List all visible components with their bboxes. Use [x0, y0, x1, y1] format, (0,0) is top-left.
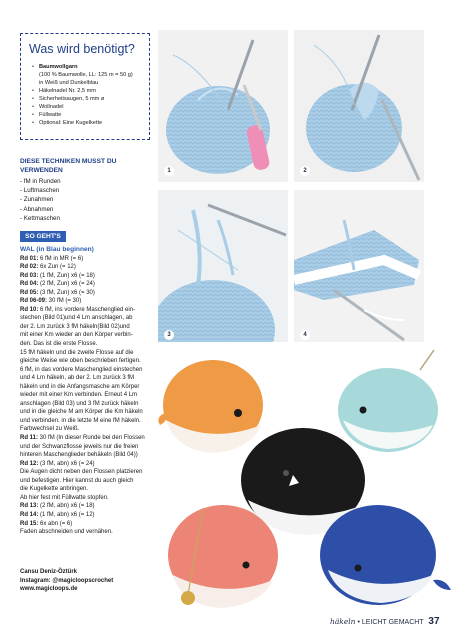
text-line: und der Schwanzflosse jeweils nur die freien — [20, 443, 139, 450]
instagram-handle: Instagram: @magicloopscrochet — [20, 577, 114, 584]
round-row: Rd 15: 6x abn (= 6) — [20, 520, 73, 527]
footer-text: LEICHT GEMACHT — [361, 619, 424, 626]
step-number: 2 — [300, 166, 310, 176]
materials-item: • Baumwollgarn (100 % Baumwolle, LL: 125 m = 50 g) in Weiß und Dunkelblau — [39, 63, 143, 87]
text-line: stechen (Bild 01)und 4 Lm anschlagen, ab — [20, 315, 133, 322]
step-photo-1 — [158, 30, 288, 182]
text-line: den. Das ist die erste Flosse. — [20, 341, 98, 348]
materials-list — [29, 63, 143, 127]
text-line: mit einer Km wieder an den Körper verbin- — [20, 332, 133, 339]
text-line: gleiche Weise wie oben beschrieben fertigen. — [20, 358, 141, 365]
materials-item: • Wollnadel — [39, 103, 143, 111]
footer-separator: • — [357, 619, 360, 626]
round-row: Rd 03: (1 fM, Zun) x6 (= 18) — [20, 272, 95, 279]
step-photo-3 — [158, 190, 288, 342]
round-12: Rd 12: (3 fM, abn) x6 (= 24) — [20, 460, 95, 467]
magazine-brand: häkeln — [330, 617, 356, 626]
text-line: 15 fM häkeln und die zweite Flosse auf die — [20, 349, 134, 356]
text-line: hinteren Maschenglieder behäkeln (Bild 04)) — [20, 452, 138, 459]
step-photo-2 — [294, 30, 424, 182]
step-photo-4 — [294, 190, 424, 342]
round-row: Rd 02: 6x Zun (= 12) — [20, 264, 76, 271]
materials-item: • Häkelnadel Nr. 2,5 mm — [39, 87, 143, 95]
instructions — [20, 246, 152, 537]
round-10: Rd 10: 6 fM, ins vordere Maschenglied ein- — [20, 306, 136, 313]
instructions-banner: SO GEHT'S — [20, 231, 66, 242]
round-row: Rd 14: (1 fM, abn) x6 (= 12) — [20, 511, 95, 518]
text-line: Faden abschneiden und vernähen. — [20, 529, 113, 536]
text-line: und verbinden. in die letzte M eine fM häkeln. — [20, 417, 141, 424]
materials-item: • Sicherheitsaugen, 5 mm ø — [39, 95, 143, 103]
credits — [20, 568, 152, 594]
text-line: häkeln und in die Anfangsmasche am Körper — [20, 383, 140, 390]
text-line: und in die gleiche M am Körper die Km häkeln — [20, 409, 143, 416]
materials-box — [20, 33, 150, 140]
step-number: 4 — [300, 330, 310, 340]
materials-title: Was wird benötigt? — [29, 42, 135, 56]
technique-item: - Luftmaschen — [20, 187, 60, 195]
text-line: und 4 Lm häkeln, ab der 2. Lm zurück 3 fM — [20, 375, 135, 382]
materials-item: • Füllwatte — [39, 111, 143, 119]
techniques-heading: DIESE TECHNIKEN MUSST DU VERWENDEN — [20, 158, 117, 174]
page-number: 37 — [428, 616, 440, 627]
round-row: Rd 01: 6 fM in MR (= 6) — [20, 255, 84, 262]
round-row: Rd 05: (3 fM, Zun) x6 (= 30) — [20, 289, 95, 296]
text-line: anschlagen (Bild 03) und 3 fM zurück häkeln — [20, 400, 139, 407]
materials-item: • Optional: Eine Kugelkette — [39, 119, 143, 127]
technique-item: - Zunahmen — [20, 196, 54, 204]
page-footer — [330, 616, 440, 630]
section-title: WAL (in Blau beginnen) — [20, 246, 94, 253]
text-line: die Kugelkette anbringen. — [20, 486, 89, 493]
website: www.magicloops.de — [20, 586, 78, 593]
author: Cansu Deniz-Öztürk — [20, 569, 78, 575]
text-line: wieder mit einer Km verbinden. Erneut 4 Lm — [20, 392, 138, 399]
technique-item: - fM in Runden — [20, 178, 61, 185]
techniques-list — [20, 177, 150, 223]
round-row: Rd 13: (2 fM, abn) x6 (= 18) — [20, 503, 95, 510]
text-line: der 2. Lm zurück 3 fM häkeln(Bild 02)und — [20, 323, 130, 330]
whale-collage-photo — [158, 350, 453, 612]
text-line: 6 fM, in das vordere Maschenglied einstechen — [20, 366, 143, 373]
step-number: 3 — [164, 330, 174, 340]
round-row: Rd 06-09: 30 fM (= 30) — [20, 298, 82, 305]
text-line: Die Augen dicht neben den Flossen platzieren — [20, 469, 143, 476]
technique-item: - Abnahmen — [20, 205, 54, 213]
step-number: 1 — [164, 166, 174, 176]
round-11: Rd 11: 30 fM (In dieser Runde bei den Flossen — [20, 435, 145, 442]
text-line: und befestigen. Hier kannst du auch gleich — [20, 477, 134, 484]
text-line: Ab hier fest mit Füllwatte stopfen. — [20, 494, 109, 501]
technique-item: - Kettmaschen — [20, 214, 60, 222]
text-line: Farbwechsel zu Weiß. — [20, 426, 80, 433]
round-row: Rd 04: (2 fM, Zun) x6 (= 24) — [20, 281, 95, 288]
pink-whale — [168, 505, 278, 608]
